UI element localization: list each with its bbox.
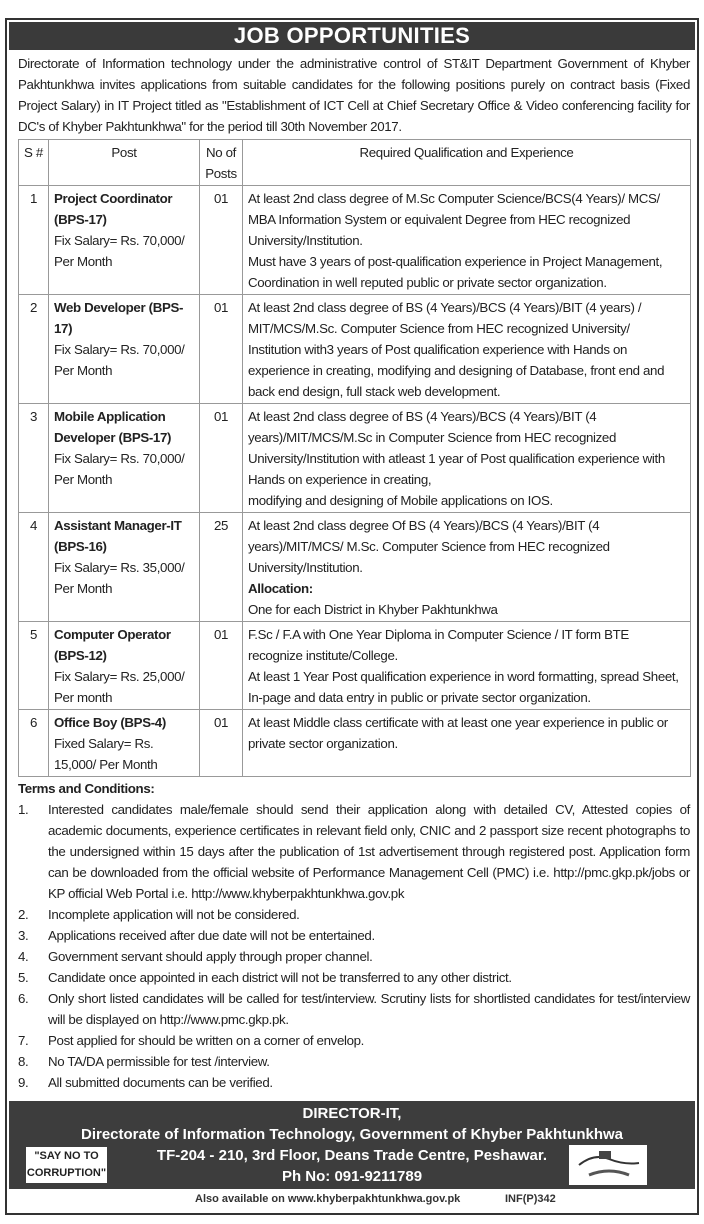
page-title: JOB OPPORTUNITIES — [9, 22, 695, 50]
requirement-text: At least Middle class certificate with at least one year experience in public or private sector organization. — [248, 715, 668, 751]
serial-number: 3 — [19, 404, 49, 513]
terms-number: 3. — [18, 928, 29, 943]
allocation-label: Allocation: — [248, 581, 313, 596]
terms-item — [18, 946, 690, 967]
requirement-text: Must have 3 years of post-qualification experience in Project Management, Coordination in well reputed public or private sector organization. — [248, 254, 663, 290]
requirement-text: At least 1 Year Post qualification experience in word formatting, spread Sheet, In-page and data entry in public or private sector organization. — [248, 669, 679, 705]
terms-number: 6. — [18, 991, 29, 1006]
serial-number: 2 — [19, 295, 49, 404]
post-cell — [49, 513, 200, 622]
requirements-cell — [243, 622, 691, 710]
terms-number: 9. — [18, 1075, 29, 1090]
requirement-text: At least 2nd class degree of M.Sc Computer Science/BCS(4 Years)/ MCS/ MBA Information System or equivalent Degree from HEC recognized University/Institution. — [248, 191, 660, 248]
table-row — [19, 710, 691, 777]
footer-contact — [9, 1101, 695, 1189]
post-salary: Fix Salary= Rs. 35,000/ Per Month — [54, 560, 185, 596]
terms-text: Government servant should apply through proper channel. — [48, 949, 373, 964]
terms-text: Post applied for should be written on a corner of envelop. — [48, 1033, 365, 1048]
terms-item — [18, 1051, 690, 1072]
directorate-line: Directorate of Information Technology, Government of Khyber Pakhtunkhwa — [80, 1126, 623, 1143]
post-salary: Fix Salary= Rs. 25,000/ Per month — [54, 669, 185, 705]
table-row — [19, 404, 691, 513]
also-available — [9, 1191, 695, 1209]
director-line: DIRECTOR-IT, — [302, 1105, 402, 1122]
post-salary: Fix Salary= Rs. 70,000/ Per Month — [54, 451, 185, 487]
header-requirements: Required Qualification and Experience — [243, 140, 691, 186]
number-of-posts: 01 — [200, 404, 243, 513]
terms-heading: Terms and Conditions: — [18, 781, 155, 796]
advertisement — [5, 18, 699, 1215]
serial-number: 6 — [19, 710, 49, 777]
address-line: TF-204 - 210, 3rd Floor, Deans Trade Centre, Peshawar. — [156, 1147, 548, 1164]
post-title: Mobile Application Developer (BPS-17) — [54, 409, 172, 445]
table-row — [19, 295, 691, 404]
number-of-posts: 01 — [200, 295, 243, 404]
number-of-posts: 01 — [200, 710, 243, 777]
header-sno: S # — [19, 140, 49, 186]
serial-number: 4 — [19, 513, 49, 622]
terms-text: Applications received after due date will not be entertained. — [48, 928, 375, 943]
header-post: Post — [49, 140, 200, 186]
terms-text: Only short listed candidates will be called for test/interview. Scrutiny lists for shortlisted candidates for test/interview will be displayed on http://www.pmc.gkp.pk. — [48, 991, 690, 1027]
terms-section — [18, 779, 690, 1093]
post-cell — [49, 295, 200, 404]
say-no-to-corruption-badge — [26, 1147, 107, 1183]
post-cell — [49, 404, 200, 513]
terms-number: 1. — [18, 802, 29, 817]
terms-text: Incomplete application will not be considered. — [48, 907, 300, 922]
terms-text: Candidate once appointed in each district will not be transferred to any other district. — [48, 970, 512, 985]
post-title: Assistant Manager-IT (BPS-16) — [54, 518, 182, 554]
post-title: Office Boy (BPS-4) — [54, 715, 166, 730]
table-header — [19, 140, 691, 186]
allocation-text: One for each District in Khyber Pakhtunkhwa — [248, 602, 498, 617]
requirements-cell — [243, 186, 691, 295]
table-row — [19, 513, 691, 622]
requirement-text: At least 2nd class degree Of BS (4 Years)/BCS (4 Years)/BIT (4 years)/MIT/MCS/ M.Sc. Computer Science from HEC recognized University/Institution. — [248, 518, 610, 575]
terms-number: 4. — [18, 949, 29, 964]
terms-item — [18, 904, 690, 925]
terms-text: No TA/DA permissible for test /interview. — [48, 1054, 270, 1069]
terms-number: 5. — [18, 970, 29, 985]
requirement-text: F.Sc / F.A with One Year Diploma in Computer Science / IT form BTE recognize institute/College. — [248, 627, 629, 663]
terms-text: All submitted documents can be verified. — [48, 1075, 273, 1090]
number-of-posts: 25 — [200, 513, 243, 622]
badge-line-2: CORRUPTION" — [26, 1167, 107, 1179]
requirements-cell — [243, 295, 691, 404]
requirements-cell — [243, 404, 691, 513]
terms-item — [18, 988, 690, 1030]
terms-item — [18, 967, 690, 988]
terms-item — [18, 925, 690, 946]
post-salary: Fix Salary= Rs. 70,000/ Per Month — [54, 342, 185, 378]
serial-number: 5 — [19, 622, 49, 710]
terms-item — [18, 799, 690, 904]
terms-item — [18, 1072, 690, 1093]
terms-item — [18, 1030, 690, 1051]
positions-table — [18, 139, 691, 777]
number-of-posts: 01 — [200, 186, 243, 295]
badge-line-1: "SAY NO TO — [34, 1150, 99, 1162]
number-of-posts: 01 — [200, 622, 243, 710]
terms-number: 2. — [18, 907, 29, 922]
post-salary: Fix Salary= Rs. 70,000/ Per Month — [54, 233, 185, 269]
requirement-text: At least 2nd class degree of BS (4 Years)/BCS (4 Years)/BIT (4 years)/MIT/MCS/M.Sc in Computer Science from HEC recognized University/Institution with atleast 1 year of Post qualification experience with Hands on experience in creating, — [248, 409, 665, 487]
table-row — [19, 622, 691, 710]
terms-number: 8. — [18, 1054, 29, 1069]
header-posts: No of Posts — [200, 140, 243, 186]
requirement-text: modifying and designing of Mobile applications on IOS. — [248, 493, 553, 508]
post-cell — [49, 186, 200, 295]
requirement-text: At least 2nd class degree of BS (4 Years)/BCS (4 Years)/BIT (4 years) / MIT/MCS/M.Sc. Computer Science from HEC recognized University/ Institution with3 years of Post qualification experience with Hands on experience in creating, modifying and designing of Database, front end and back end design, full stack web development. — [248, 300, 665, 399]
terms-text: Interested candidates male/female should send their application along with detailed CV, Attested copies of academic documents, experience certificates in relevant field only, CNIC and 2 passport size recent photographs to the undersigned within 15 days after the publication of 1st advertisement through registered post. Application form can be downloaded from the official website of Performance Management Cell (PMC) i.e. http://pmc.gkp.pk/jobs or KP official Web Portal i.e. http://www.khyberpakhtunkhwa.gov.pk — [48, 802, 690, 901]
table-row — [19, 186, 691, 295]
reference-number: INF(P)342 — [505, 1193, 556, 1205]
requirements-cell — [243, 513, 691, 622]
post-cell — [49, 710, 200, 777]
post-title: Project Coordinator (BPS-17) — [54, 191, 173, 227]
post-cell — [49, 622, 200, 710]
terms-number: 7. — [18, 1033, 29, 1048]
post-title: Computer Operator (BPS-12) — [54, 627, 171, 663]
post-salary: Fixed Salary= Rs. 15,000/ Per Month — [54, 736, 158, 772]
logo-graphic-icon — [569, 1145, 647, 1185]
post-title: Web Developer (BPS-17) — [54, 300, 184, 336]
phone-line: Ph No: 091-9211789 — [281, 1168, 423, 1185]
intro-paragraph: Directorate of Information technology under the administrative control of ST&IT Department Government of Khyber Pakhtunkhwa invites applications from suitable candidates for the following positions purely on contract basis (Fixed Project Salary) in IT Project titled as "Establishment of ICT Cell at Chief Secretary Office & Video conferencing facility for DC's of Khyber Pakhtunkhwa" for the period till 30th November 2017. — [18, 56, 690, 134]
serial-number: 1 — [19, 186, 49, 295]
website-note: Also available on www.khyberpakhtunkhwa.gov.pk — [195, 1193, 461, 1205]
requirements-cell — [243, 710, 691, 777]
government-logo — [569, 1145, 647, 1185]
